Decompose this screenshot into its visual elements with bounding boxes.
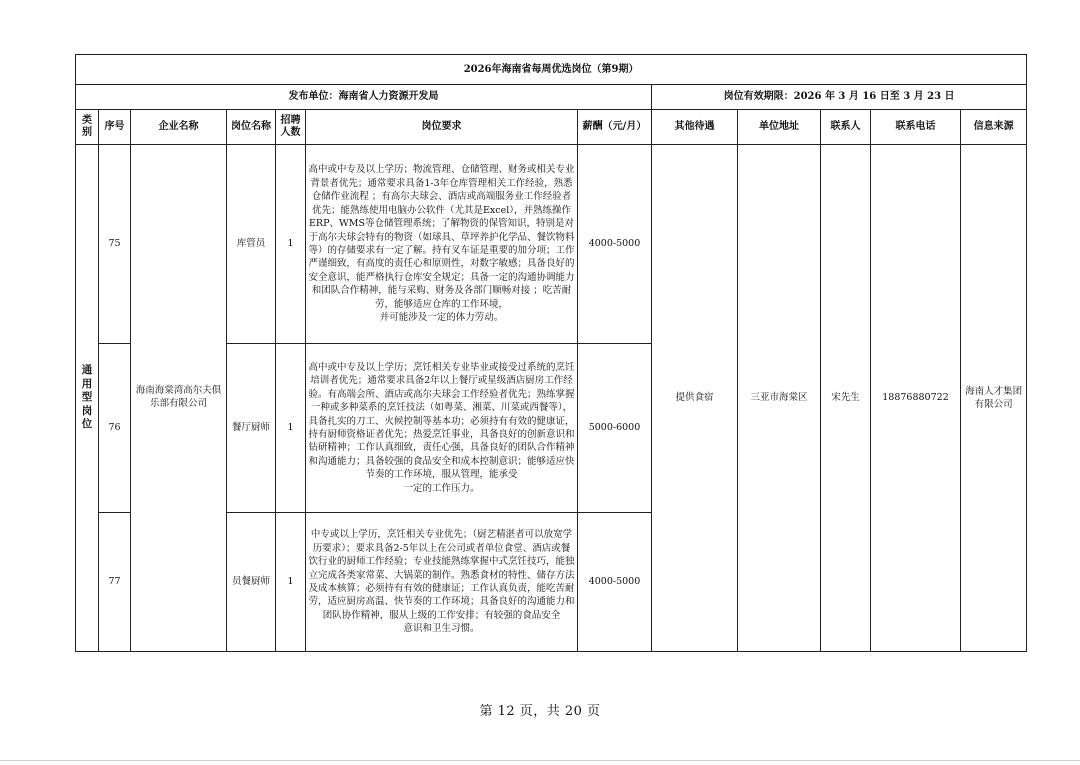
requirements-text-end: 一定的工作压力。	[403, 482, 480, 494]
requirements-text: 中专或以上学历，烹饪相关专业优先；（厨艺精湛者可以放宽学历要求）；要求具备2-5年以上在公司或者单位食堂、酒店或餐饮行业的厨师工作经验；专业技能熟练掌握中式烹饪技巧，能独立完成各类家常菜、大锅菜的制作。熟悉食材的特性、储存方法及成本核算；必须持有有效的健康证；工作认真负责，能吃苦耐劳，适应厨房高温、快节奏的工作环境；具备良好的沟通能力和团队协作精神，服从上级的工作安排；有较强的食品安全	[308, 529, 575, 621]
header-seq: 序号	[99, 110, 131, 145]
count-cell: 1	[276, 513, 306, 652]
requirements-text: 高中或中专及以上学历；烹饪相关专业毕业或接受过系统的烹饪培训者优先；通常要求具备2年以上餐厅或星级酒店厨房工作经验。有高端会所、酒店或高尔夫球会工作经验者优先；熟练掌握一种或多种菜系的烹饪技法（如粤菜、湘菜、川菜或西餐等），具备扎实的刀工、火候控制等基本功；必须持有有效的健康证，持有厨师资格证者优先；热爱烹饪事业，具备良好的创新意识和钻研精神；工作认真细致，责任心强，具备良好的团队合作精神和沟通能力；具备较强的食品安全和成本控制意识；能够适应快节奏的工作环境，服从管理，能承受	[308, 361, 575, 481]
requirements-cell	[306, 145, 578, 344]
source-cell: 海南人才集团有限公司	[961, 145, 1027, 652]
header-company: 企业名称	[131, 110, 227, 145]
header-salary: 薪酬（元/月）	[578, 110, 652, 145]
publisher: 发布单位：海南省人力资源开发局	[76, 85, 652, 110]
requirements-text-end: 意识和卫生习惯。	[403, 623, 480, 635]
validity-period: 岗位有效期限：2026 年 3 月 16 日至 3 月 23 日	[652, 85, 1027, 110]
seq-cell: 75	[99, 145, 131, 344]
address-cell: 三亚市海棠区	[738, 145, 821, 652]
count-cell: 1	[276, 145, 306, 344]
page-divider	[0, 760, 1080, 761]
category-cell: 通用型岗位	[76, 145, 99, 652]
header-benefits: 其他待遇	[652, 110, 738, 145]
position-cell: 库管员	[227, 145, 276, 344]
phone-cell: 18876880722	[871, 145, 961, 652]
requirements-cell	[306, 513, 578, 652]
requirements-cell	[306, 344, 578, 513]
position-cell: 餐厅厨师	[227, 344, 276, 513]
position-cell: 员餐厨师	[227, 513, 276, 652]
header-count: 招聘人数	[276, 110, 306, 145]
page-number: 第 12 页，共 20 页	[479, 704, 601, 719]
header-phone: 联系电话	[871, 110, 961, 145]
contact-cell: 宋先生	[821, 145, 871, 652]
header-contact: 联系人	[821, 110, 871, 145]
salary-cell: 4000-5000	[578, 513, 652, 652]
salary-cell: 5000-6000	[578, 344, 652, 513]
requirements-text-end: 并可能涉及一定的体力劳动。	[379, 312, 504, 324]
salary-cell: 4000-5000	[578, 145, 652, 344]
header-requirements: 岗位要求	[306, 110, 578, 145]
header-address: 单位地址	[738, 110, 821, 145]
header-source: 信息来源	[961, 110, 1027, 145]
seq-cell: 77	[99, 513, 131, 652]
header-position: 岗位名称	[227, 110, 276, 145]
table-title: 2026年海南省每周优选岗位（第9期）	[76, 55, 1027, 85]
count-cell: 1	[276, 344, 306, 513]
job-table	[75, 54, 1027, 652]
header-category: 类别	[76, 110, 99, 145]
seq-cell: 76	[99, 344, 131, 513]
benefits-cell: 提供食宿	[652, 145, 738, 652]
company-cell: 海南海棠湾高尔夫俱乐部有限公司	[131, 145, 227, 652]
requirements-text: 高中或中专及以上学历；物流管理、仓储管理、财务或相关专业背景者优先；通常要求具备1-3年仓库管理相关工作经验，熟悉仓储作业流程 ；有高尔夫球会、酒店或高端服务业工作经验者优先；能熟练使用电脑办公软件（尤其是Excel），并熟练操作ERP、WMS等仓储管理系统；了解物资的保管知识，特别是对于高尔夫球会特有的物资（如球具、草坪养护化学品、餐饮物料等）的存储要求有一定了解。持有叉车证是重要的加分项；工作严谨细致，有高度的责任心和原则性，对数字敏感；具备良好的安全意识，能严格执行仓库安全规定；具备一定的沟通协调能力和团队合作精神，能与采购、财务及各部门顺畅对接 ；吃苦耐劳，能够适应仓库的工作环境，	[308, 164, 575, 310]
table-row	[76, 145, 1027, 344]
